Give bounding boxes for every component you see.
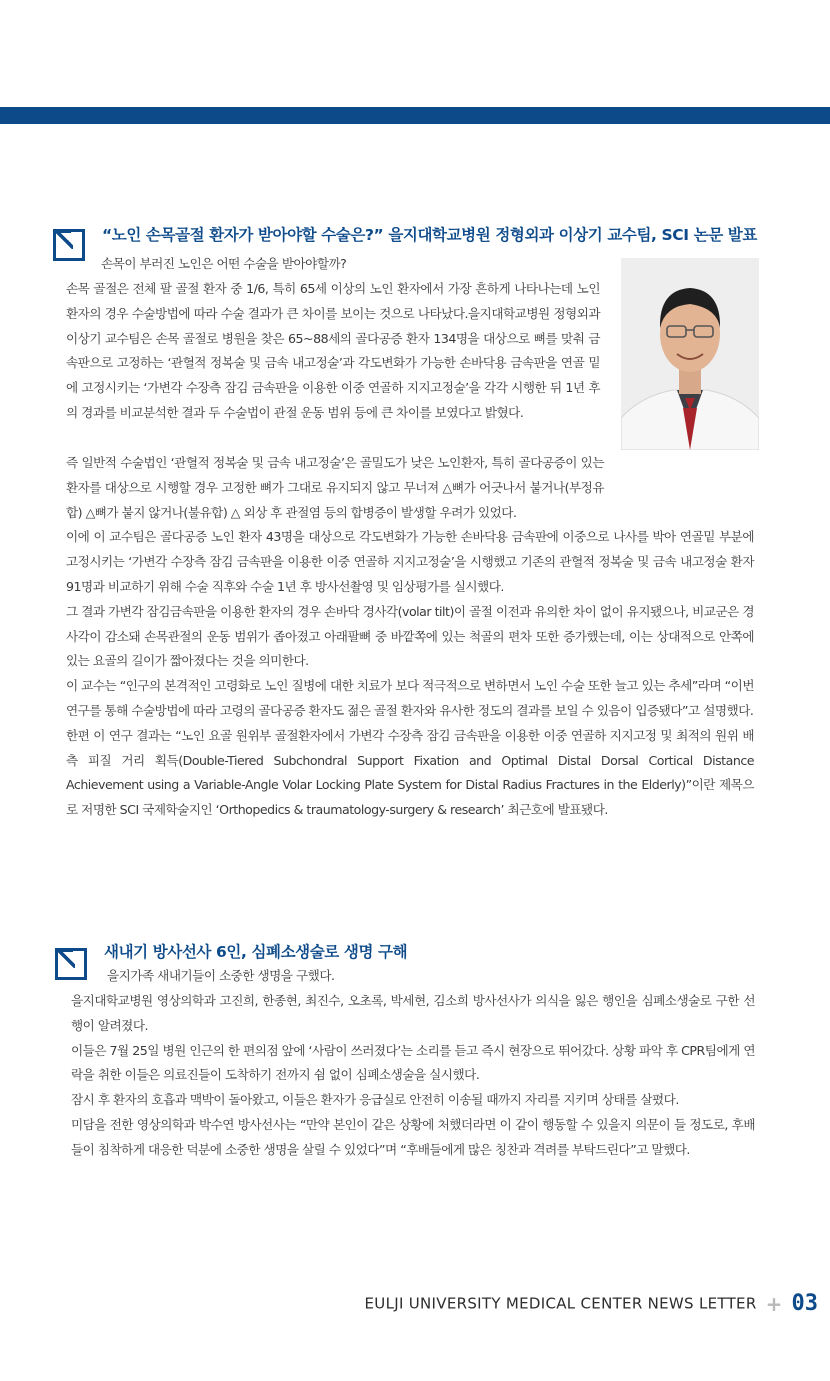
footer-title: EULJI UNIVERSITY MEDICAL CENTER NEWS LETTER bbox=[364, 1294, 757, 1313]
article-1-para-5: 이 교수는 “인구의 본격적인 고령화로 노인 질병에 대한 치료가 보다 적극적으로 변하면서 노인 수술 또한 늘고 있는 추세”라며 “이번 연구를 통해 수술방법에 따라 고령의 골다공증 환자도 젊은 골절 환자와 유사한 정도의 결과를 보일 수 있음이 입증됐다”고 설명했다. bbox=[66, 678, 754, 718]
article-1-lead: 손목이 부러진 노인은 어떤 수술을 받아야할까? bbox=[101, 256, 347, 271]
article-1-body bbox=[66, 451, 754, 823]
article-2-body bbox=[71, 989, 755, 1163]
article-1-title: “노인 손목골절 환자가 받아야할 수술은?” 을지대학교병원 정형외과 이상기 교수팀, SCI 논문 발표 bbox=[102, 226, 757, 244]
footer bbox=[365, 1291, 818, 1316]
article-2-para-2: 이들은 7월 25일 병원 인근의 한 편의점 앞에 ‘사람이 쓰러졌다’는 소리를 듣고 즉시 현장으로 뛰어갔다. 상황 파악 후 CPR팀에게 연락을 취한 이들은 의료진들이 도착하기 전까지 쉼 없이 심폐소생술을 실시했다. bbox=[71, 1042, 755, 1083]
page-number: 03 bbox=[791, 1291, 818, 1316]
article-2-title: 새내기 방사선사 6인, 심폐소생술로 생명 구해 bbox=[104, 943, 408, 961]
plus-icon: + bbox=[765, 1291, 783, 1316]
article-2-para-1: 을지대학교병원 영상의학과 고진희, 한종현, 최진수, 오초록, 박세현, 김소희 방사선사가 의식을 잃은 행인을 심폐소생술로 구한 선행이 알려졌다. bbox=[71, 993, 755, 1033]
article-1-para-2: 즉 일반적 수술법인 ‘관혈적 정복술 및 금속 내고정술’은 골밀도가 낮은 노인환자, 특히 골다공증이 있는 환자를 대상으로 시행할 경우 고정한 뼈가 그대로 유지되지 않고 무너져 △뼈가 어긋나서 붙거나(부정유합) △뼈가 붙지 않거나(불유합) △ 외상 후 관절염 등의 합병증이 발생할 우려가 있었다. bbox=[66, 455, 604, 520]
portrait-image bbox=[621, 258, 759, 450]
article-1-para-4: 그 결과 가변각 잠김금속판을 이용한 환자의 경우 손바닥 경사각(volar tilt)이 골절 이전과 유의한 차이 없이 유지됐으나, 비교군은 경사각이 감소돼 손목관절의 운동 범위가 좁아졌고 아래팔뼈 중 바깥쪽에 있는 척골의 편차 또한 증가했는데, 이는 상대적으로 안쪽에 있는 요골의 길이가 짧아졌다는 것을 의미한다. bbox=[66, 603, 754, 669]
article-2-lead: 을지가족 새내기들이 소중한 생명을 구했다. bbox=[107, 968, 335, 983]
article-1-para-3: 이에 이 교수팀은 골다공증 노인 환자 43명을 대상으로 각도변화가 가능한 손바닥용 금속판에 이중으로 나사를 박아 연골밑 부분에 고정시키는 ‘가변각 수장측 잠김 금속판을 이용한 이중 연골하 지지고정술’을 시행했고 기존의 관혈적 정복술 및 금속 내고정술 환자 91명과 비교하기 위해 수술 직후와 수술 1년 후 방사선촬영 및 임상평가를 실시했다. bbox=[66, 529, 754, 594]
doctor-portrait bbox=[621, 258, 759, 450]
article-2-para-4: 미담을 전한 영상의학과 박수연 방사선사는 “만약 본인이 같은 상황에 처했더라면 이 같이 행동할 수 있을지 의문이 들 정도로, 후배들이 침착하게 대응한 덕분에 소중한 생명을 살릴 수 있었다”며 “후배들에게 많은 칭찬과 격려를 부탁드린다”고 말했다. bbox=[71, 1116, 755, 1157]
article-2-para-3: 잠시 후 환자의 호흡과 맥박이 돌아왔고, 이들은 환자가 응급실로 안전히 이송될 때까지 자리를 지키며 상태를 살폈다. bbox=[71, 1092, 679, 1108]
section-marker-icon bbox=[55, 948, 87, 980]
section-marker-icon bbox=[53, 229, 85, 261]
article-1-para-6: 한편 이 연구 결과는 “노인 요골 원위부 골절환자에서 가변각 수장측 잠김 금속판을 이용한 이중 연골하 지지고정 및 최적의 원위 배측 피질 거리 획득(Double-Tiered Subchondral Support Fixation and Optimal Distal Dorsal Cortical Distance Achievement using a Variable-Angle Volar Locking Plate System for Distal Radius Fractures in the Elderly)”이란 제목으로 저명한 SCI 국제학술지인 ‘Orthopedics & traumatology-surgery & research’ 최근호에 발표됐다. bbox=[66, 727, 754, 818]
article-1-para-1: 손목 골절은 전체 팔 골절 환자 중 1/6, 특히 65세 이상의 노인 환자에서 가장 흔하게 나타나는데 노인 환자의 경우 수술방법에 따라 수술 결과가 큰 차이를 보이는 것으로 나타났다.을지대학교병원 정형외과 이상기 교수팀은 손목 골절로 병원을 찾은 65~88세의 골다공증 환자 134명을 대상으로 뼈를 맞춰 금속판으로 고정하는 ‘관혈적 정복술 및 금속 내고정술’과 각도변화가 가능한 손바닥용 금속판을 연골 밑에 고정시키는 ‘가변각 수장측 잠김 금속판을 이용한 이중 연골하 지지고정술’을 각각 시행한 뒤 1년 후의 경과를 비교분석한 결과 두 수술법이 관절 운동 범위 등에 큰 차이를 보였다고 밝혔다. bbox=[66, 281, 600, 420]
header-bar bbox=[0, 107, 830, 124]
